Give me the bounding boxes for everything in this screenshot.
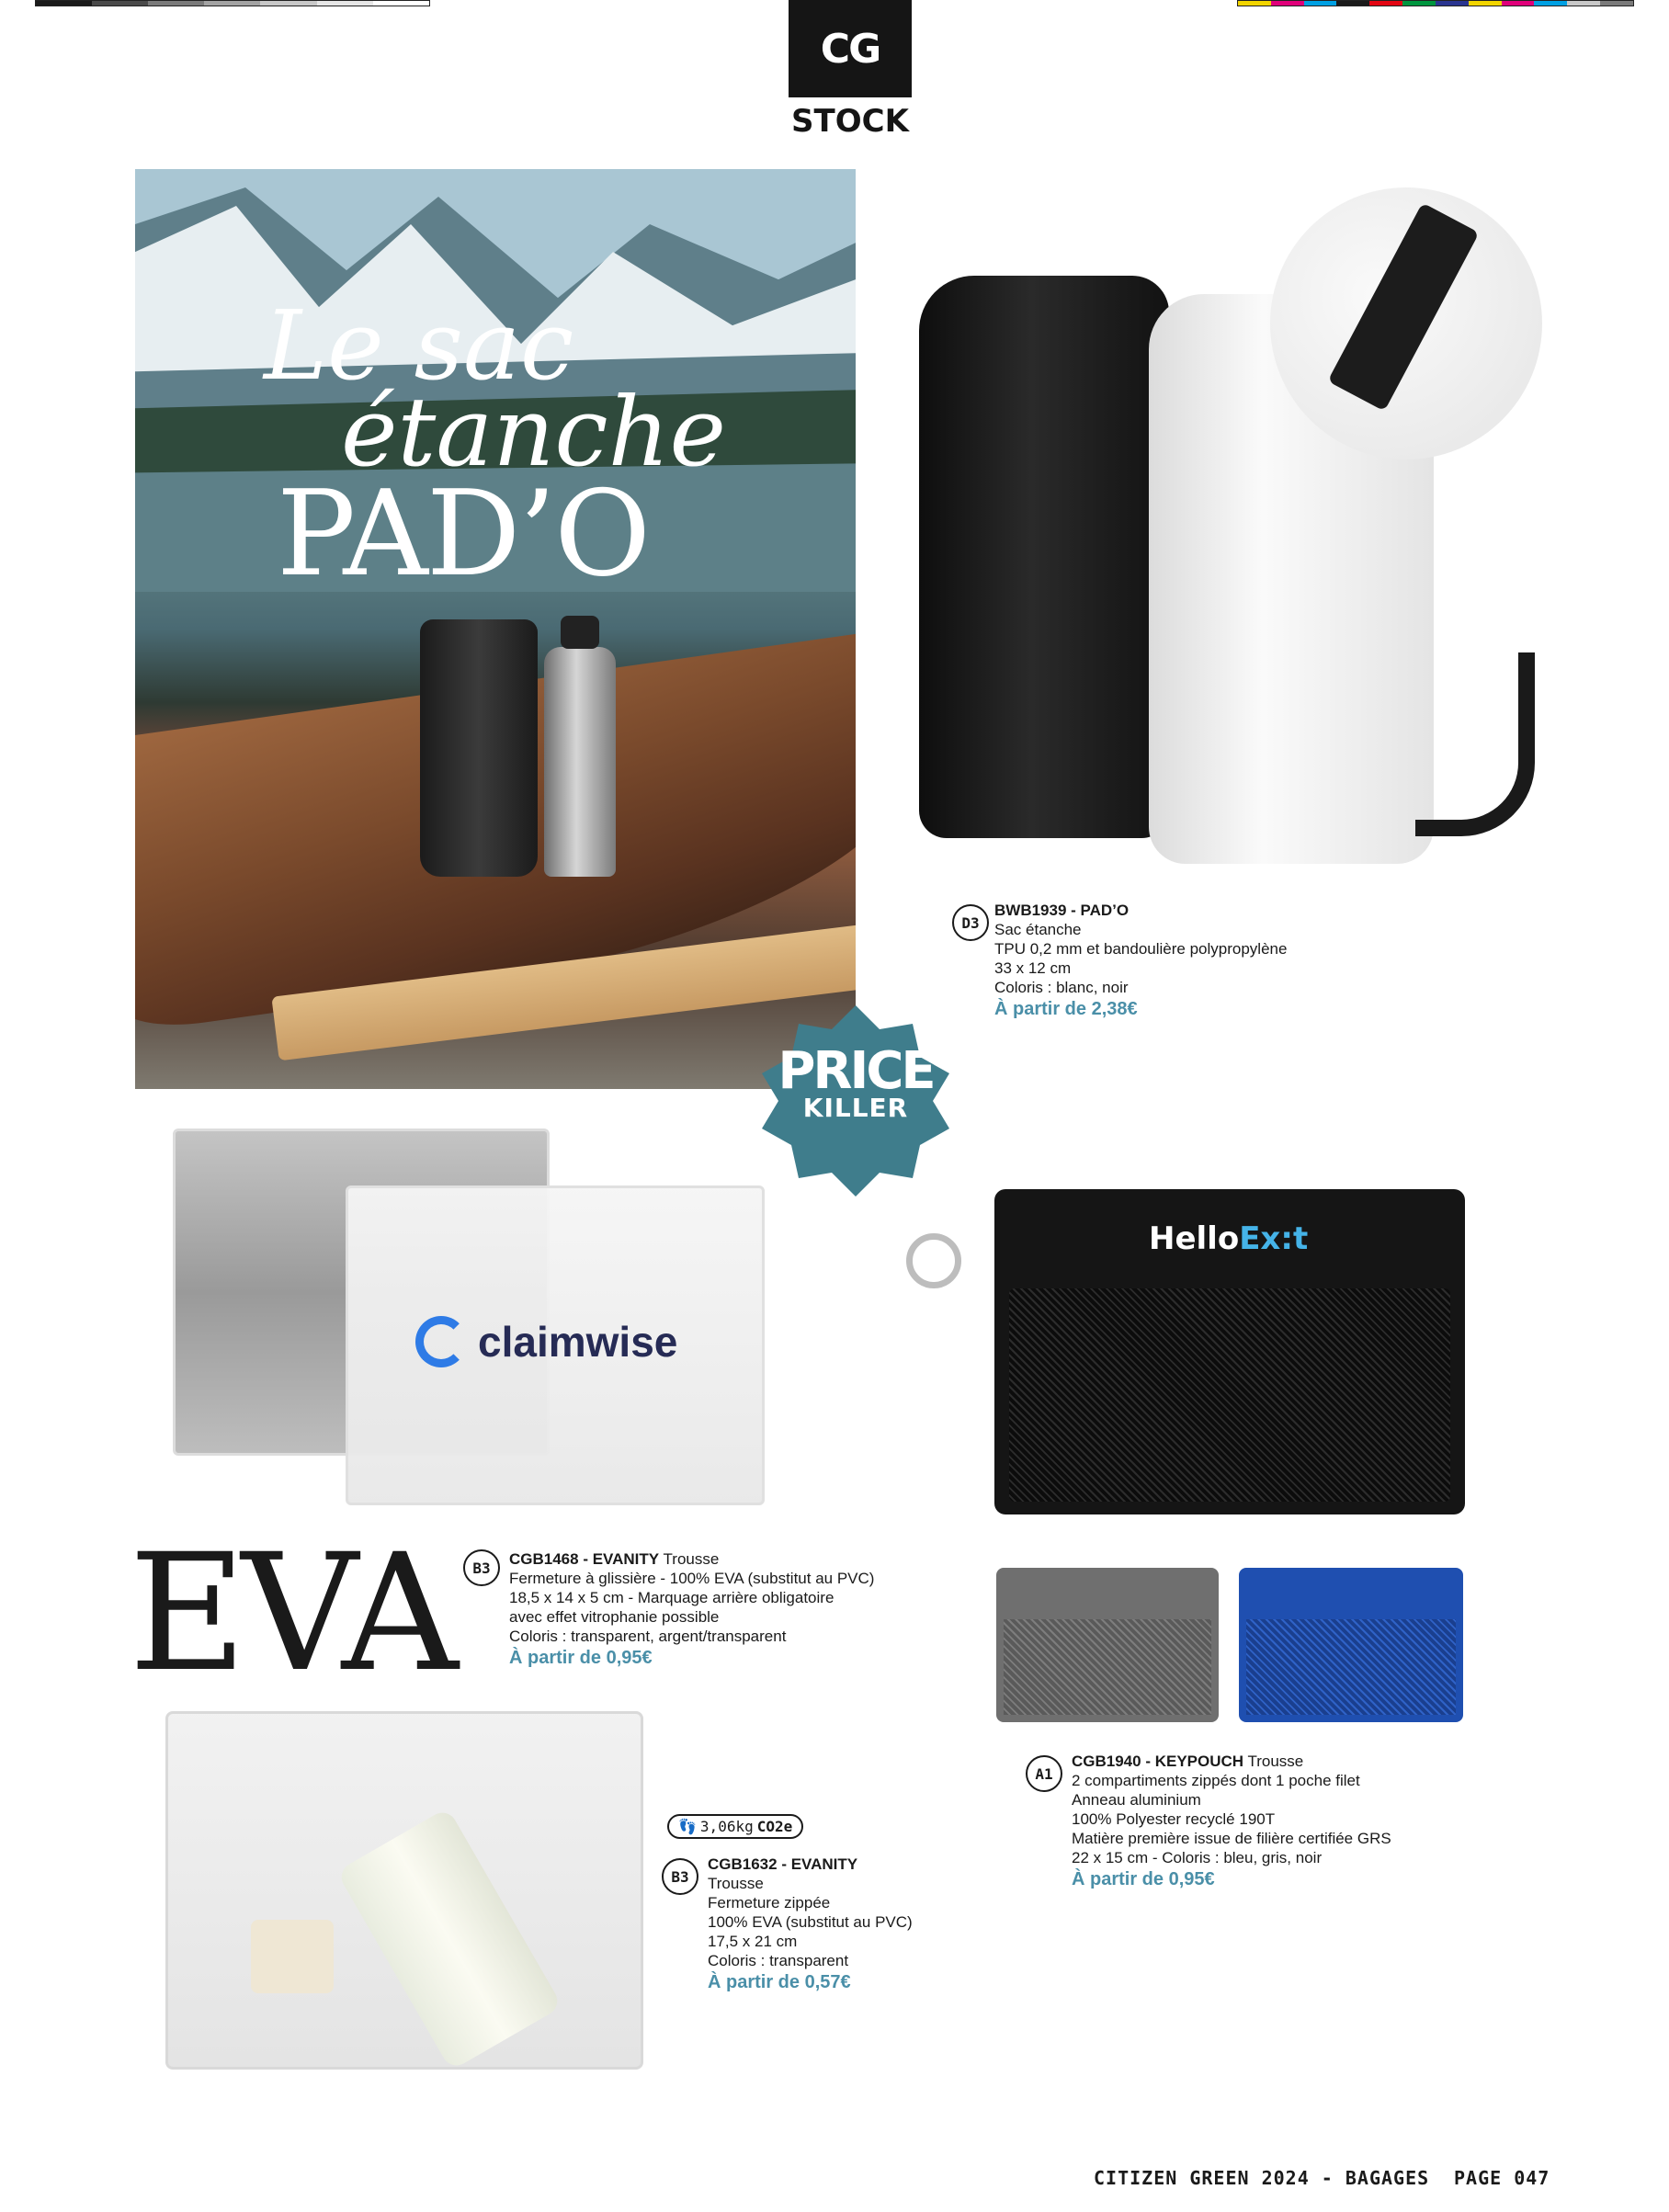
product-line: Coloris : transparent, argent/transparent — [509, 1628, 787, 1645]
claimwise-logo — [415, 1316, 677, 1367]
helloexit-logo — [1149, 1220, 1308, 1257]
claimwise-logo-icon — [415, 1316, 467, 1367]
product-line: Anneau aluminium — [1072, 1791, 1201, 1809]
product-line: Sac étanche — [994, 921, 1082, 938]
price-killer-text — [758, 1041, 953, 1123]
product-price: À partir de 0,57€ — [708, 1972, 851, 1992]
hero-title — [264, 289, 727, 603]
color-bar-left — [35, 0, 430, 6]
bottle-photo — [544, 647, 616, 877]
helloexit-logo-hello: Hello — [1149, 1220, 1240, 1257]
product-code-badge: B3 — [662, 1858, 698, 1895]
product-ref: BWB1939 - PAD’O — [994, 902, 1130, 919]
product-price: À partir de 2,38€ — [994, 999, 1138, 1019]
co2-badge — [667, 1814, 803, 1839]
product-type: Trousse — [1247, 1753, 1304, 1770]
product-ref: CGB1940 - KEYPOUCH — [1072, 1753, 1244, 1770]
product-line: avec effet vitrophanie possible — [509, 1608, 720, 1626]
product-line: Fermeture zippée — [708, 1894, 831, 1911]
dry-bag-black-photo — [919, 276, 1169, 838]
footer-page-number: PAGE 047 — [1454, 2167, 1550, 2189]
product-line: 33 x 12 cm — [994, 959, 1072, 977]
footer-catalog-title: CITIZEN GREEN 2024 - BAGAGES — [1094, 2167, 1430, 2189]
product-line: Matière première issue de filière certifiée GRS — [1072, 1830, 1391, 1847]
cream-jar-photo — [251, 1920, 334, 1993]
lotion-bottle-photo — [336, 1808, 562, 2071]
claimwise-logo-text: claimwise — [478, 1318, 678, 1366]
keypouch-grey-photo — [996, 1568, 1219, 1722]
helloexit-logo-exit: Ex:t — [1239, 1220, 1309, 1257]
footprint-icon: 👣 — [678, 1818, 697, 1835]
product-ref: CGB1632 - EVANITY — [708, 1855, 858, 1873]
pouch-transparent-photo — [165, 1711, 643, 2070]
product-info-keypouch — [1072, 1752, 1494, 1891]
product-line: 17,5 x 21 cm — [708, 1933, 798, 1950]
product-line: 100% EVA (substitut au PVC) — [708, 1913, 913, 1931]
cg-logo-badge — [789, 0, 912, 97]
color-bar-right — [1237, 0, 1634, 6]
product-line: Coloris : blanc, noir — [994, 979, 1129, 996]
product-line: 100% Polyester recyclé 190T — [1072, 1810, 1276, 1828]
buckle-detail-photo — [1270, 187, 1542, 459]
keypouch-blue-photo — [1239, 1568, 1463, 1722]
product-price: À partir de 0,95€ — [1072, 1869, 1215, 1889]
keyring-photo — [906, 1233, 961, 1288]
co2-unit: CO2e — [756, 1818, 793, 1835]
product-info-evanity-1468 — [509, 1549, 932, 1670]
product-code-badge: B3 — [463, 1549, 500, 1586]
dry-bag-photo — [420, 619, 538, 877]
price-killer-line1: PRICE — [778, 1041, 934, 1101]
product-info-evanity-1632 — [708, 1855, 1002, 1994]
price-killer-line2: KILLER — [802, 1093, 909, 1123]
product-ref: CGB1468 - EVANITY — [509, 1550, 660, 1568]
product-price: À partir de 0,95€ — [509, 1648, 653, 1668]
hero-title-line1: Le sac — [264, 289, 574, 402]
product-line: Coloris : transparent — [708, 1952, 849, 1969]
stock-label: STOCK — [791, 103, 909, 140]
shoulder-strap-photo — [1415, 652, 1535, 836]
product-code-badge: A1 — [1026, 1755, 1062, 1792]
product-type: Trousse — [663, 1550, 720, 1568]
hero-title-line2: étanche — [341, 376, 727, 488]
product-line: 22 x 15 cm - Coloris : bleu, gris, noir — [1072, 1849, 1323, 1866]
co2-value: 3,06kg — [699, 1818, 754, 1835]
cg-logo-text: CG — [820, 25, 880, 73]
product-info-pado — [994, 901, 1380, 1021]
product-line: Fermeture à glissière - 100% EVA (substitut au PVC) — [509, 1570, 875, 1587]
product-line: 18,5 x 14 x 5 cm - Marquage arrière obligatoire — [509, 1589, 834, 1606]
hero-photo — [135, 169, 856, 1089]
product-line: Trousse — [708, 1875, 764, 1892]
product-code-badge: D3 — [952, 904, 989, 941]
product-line: TPU 0,2 mm et bandoulière polypropylène — [994, 940, 1288, 958]
eva-heading: EVA — [129, 1519, 453, 1707]
hero-title-line3: PAD’O — [277, 466, 650, 603]
product-line: 2 compartiments zippés dont 1 poche filet — [1072, 1772, 1360, 1789]
